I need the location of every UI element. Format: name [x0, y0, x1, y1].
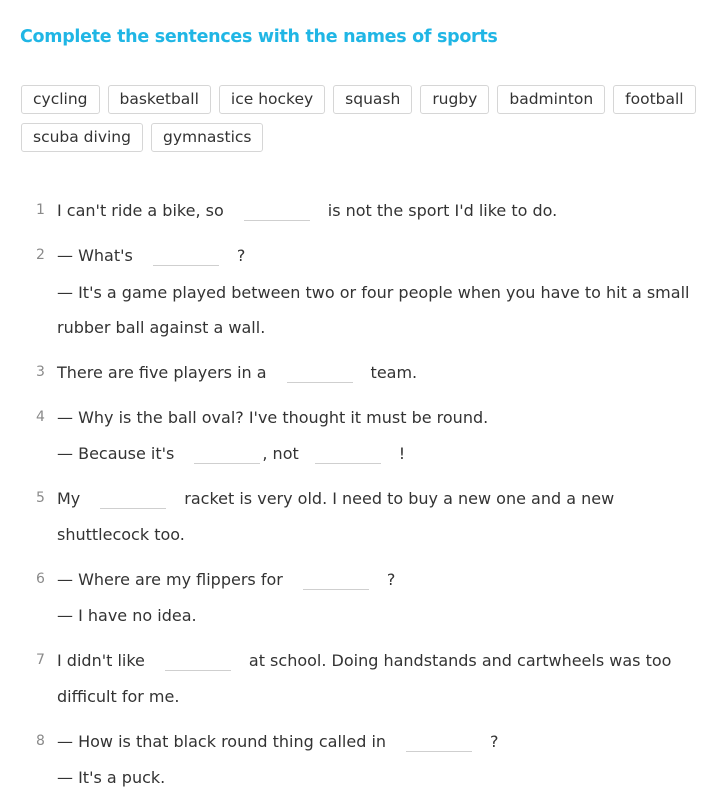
word-chip-football[interactable]: football: [613, 85, 695, 114]
sentence-text: — It's a game played between two or four people when you have to hit a small: [57, 283, 690, 302]
sentence-text: — Why is the ball oval? I've thought it must be round.: [57, 408, 489, 427]
sentence-text: team.: [370, 363, 418, 382]
sentence-text: ?: [386, 570, 396, 589]
question-line: [57, 768, 165, 788]
sentence-text: ?: [236, 246, 246, 265]
question-line: [57, 201, 557, 221]
sentence-text: is not the sport I'd like to do.: [327, 201, 558, 220]
sentence-text: rubber ball against a wall.: [57, 318, 266, 337]
answer-blank-3[interactable]: [287, 364, 353, 383]
sentence-text: shuttlecock too.: [57, 525, 185, 544]
question-line: [57, 687, 179, 707]
question-number: 6: [36, 571, 45, 587]
question-line: [57, 283, 689, 303]
answer-blank-2[interactable]: [153, 247, 219, 266]
word-bank: [21, 85, 701, 152]
word-chip-cycling[interactable]: cycling: [21, 85, 100, 114]
question-line: [57, 444, 405, 464]
question-line: [57, 525, 185, 545]
sentence-text: I can't ride a bike, so: [57, 201, 224, 220]
sentence-text: My: [57, 489, 81, 508]
sentence-text: — What's: [57, 246, 133, 265]
question-number: 3: [36, 364, 45, 380]
question-line: [57, 606, 197, 626]
question-line: [57, 318, 265, 338]
answer-blank-7[interactable]: [165, 652, 231, 671]
question-line: [57, 651, 671, 671]
sentence-text: ?: [490, 732, 499, 751]
question-line: [57, 408, 488, 428]
question-number: 7: [36, 652, 45, 668]
word-chip-badminton[interactable]: badminton: [497, 85, 605, 114]
answer-blank-6[interactable]: [303, 571, 369, 590]
answer-blank-4b[interactable]: [315, 445, 381, 464]
question-number: 4: [36, 409, 45, 425]
word-chip-gymnastics[interactable]: gymnastics: [151, 123, 264, 152]
sentence-text: difficult for me.: [57, 687, 180, 706]
question-line: [57, 246, 245, 266]
question-line: [57, 732, 499, 752]
question-line: [57, 570, 395, 590]
question-line: [57, 363, 417, 383]
sentence-text: There are five players in a: [57, 363, 267, 382]
word-chip-rugby[interactable]: rugby: [420, 85, 489, 114]
word-chip-scuba-diving[interactable]: scuba diving: [21, 123, 143, 152]
word-chip-squash[interactable]: squash: [333, 85, 412, 114]
answer-blank-1[interactable]: [244, 202, 310, 221]
answer-blank-4a[interactable]: [194, 445, 260, 464]
sentence-text: — I have no idea.: [57, 606, 197, 625]
question-number: 5: [36, 490, 45, 506]
word-chip-ice-hockey[interactable]: ice hockey: [219, 85, 325, 114]
sentence-text: — Because it's: [57, 444, 175, 463]
question-number: 2: [36, 247, 45, 263]
sentence-text: — How is that black round thing called in: [57, 732, 387, 751]
sentence-text: at school. Doing handstands and cartwheels was too: [248, 651, 672, 670]
sentence-text: I didn't like: [57, 651, 145, 670]
sentence-text: — Where are my flippers for: [57, 570, 283, 589]
question-line: [57, 489, 614, 509]
exercise-title: Complete the sentences with the names of sports: [20, 27, 498, 47]
answer-blank-5[interactable]: [100, 490, 166, 509]
sentence-text: racket is very old. I need to buy a new one and a new: [184, 489, 615, 508]
question-number: 8: [36, 733, 45, 749]
answer-blank-8[interactable]: [406, 733, 472, 752]
question-number: 1: [36, 202, 45, 218]
word-chip-basketball[interactable]: basketball: [108, 85, 211, 114]
sentence-text: — It's a puck.: [57, 768, 166, 787]
sentence-text: , not: [262, 444, 299, 463]
sentence-text: !: [398, 444, 406, 463]
